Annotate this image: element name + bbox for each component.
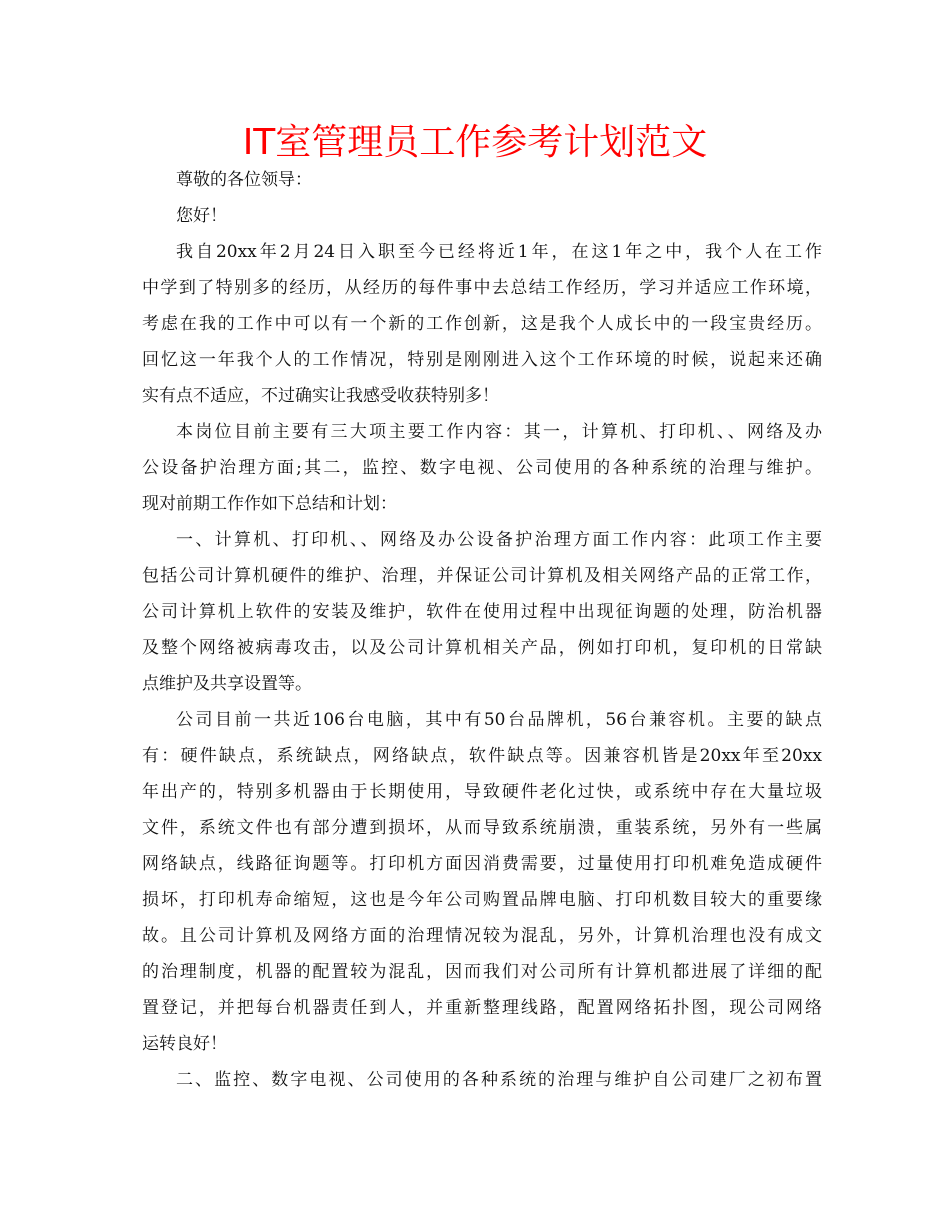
- paragraph-line: 运转良好！: [142, 1034, 227, 1054]
- paragraph-line: 网络缺点，线路征询题等。打印机方面因消费需要，过量使用打印机难免造成硬件: [142, 854, 822, 874]
- paragraph-line: 的治理制度，机器的配置较为混乱，因而我们对公司所有计算机都进展了详细的配: [142, 962, 822, 982]
- paragraph-line: 中学到了特别多的经历，从经历的每件事中去总结工作经历，学习并适应工作环境，: [142, 278, 822, 298]
- paragraph-line: 有：硬件缺点，系统缺点，网络缺点，软件缺点等。因兼容机皆是20xx年至20xx: [142, 746, 822, 766]
- document-body: [142, 162, 822, 1098]
- document-title: IT室管理员工作参考计划范文: [242, 122, 708, 163]
- paragraph-line: 回忆这一年我个人的工作情况，特别是刚刚进入这个工作环境的时候，说起来还确: [142, 350, 822, 370]
- paragraph-line: 故。且公司计算机及网络方面的治理情况较为混乱，另外，计算机治理也没有成文: [142, 926, 822, 946]
- paragraph-line: 本岗位目前主要有三大项主要工作内容：其一，计算机、打印机、、网络及办: [176, 422, 822, 442]
- paragraph-line: 文件，系统文件也有部分遭到损坏，从而导致系统崩溃，重装系统，另外有一些属: [142, 818, 822, 838]
- paragraph-line: 公设备护治理方面;其二，监控、数字电视、公司使用的各种系统的治理与维护。: [142, 458, 822, 478]
- greeting-line: 您好！: [176, 206, 227, 226]
- salutation-line: 尊敬的各位领导：: [176, 170, 312, 190]
- paragraph-line: 及整个网络被病毒攻击，以及公司计算机相关产品，例如打印机，复印机的日常缺: [142, 638, 822, 658]
- paragraph-line: 一、计算机、打印机、、网络及办公设备护治理方面工作内容：此项工作主要: [176, 530, 822, 550]
- paragraph-line: 公司目前一共近106台电脑，其中有50台品牌机，56台兼容机。主要的缺点: [176, 710, 822, 730]
- paragraph-line: 公司计算机上软件的安装及维护，软件在使用过程中出现征询题的处理，防治机器: [142, 602, 822, 622]
- paragraph-line: 实有点不适应，不过确实让我感受收获特别多！: [142, 386, 499, 406]
- paragraph-line: 二、监控、数字电视、公司使用的各种系统的治理与维护自公司建厂之初布置: [176, 1070, 822, 1090]
- paragraph-line: 现对前期工作作如下总结和计划：: [142, 494, 397, 514]
- paragraph-line: 年出产的，特别多机器由于长期使用，导致硬件老化过快，或系统中存在大量垃圾: [142, 782, 822, 802]
- paragraph-line: 包括公司计算机硬件的维护、治理，并保证公司计算机及相关网络产品的正常工作，: [142, 566, 822, 586]
- paragraph-line: 损坏，打印机寿命缩短，这也是今年公司购置品牌电脑、打印机数目较大的重要缘: [142, 890, 822, 910]
- paragraph-line: 置登记，并把每台机器责任到人，并重新整理线路，配置网络拓扑图，现公司网络: [142, 998, 822, 1018]
- paragraph-line: 考虑在我的工作中可以有一个新的工作创新，这是我个人成长中的一段宝贵经历。: [142, 314, 822, 334]
- paragraph-line: 点维护及共享设置等。: [142, 674, 312, 694]
- paragraph-line: 我自20xx年2月24日入职至今已经将近1年，在这1年之中，我个人在工作: [176, 242, 822, 262]
